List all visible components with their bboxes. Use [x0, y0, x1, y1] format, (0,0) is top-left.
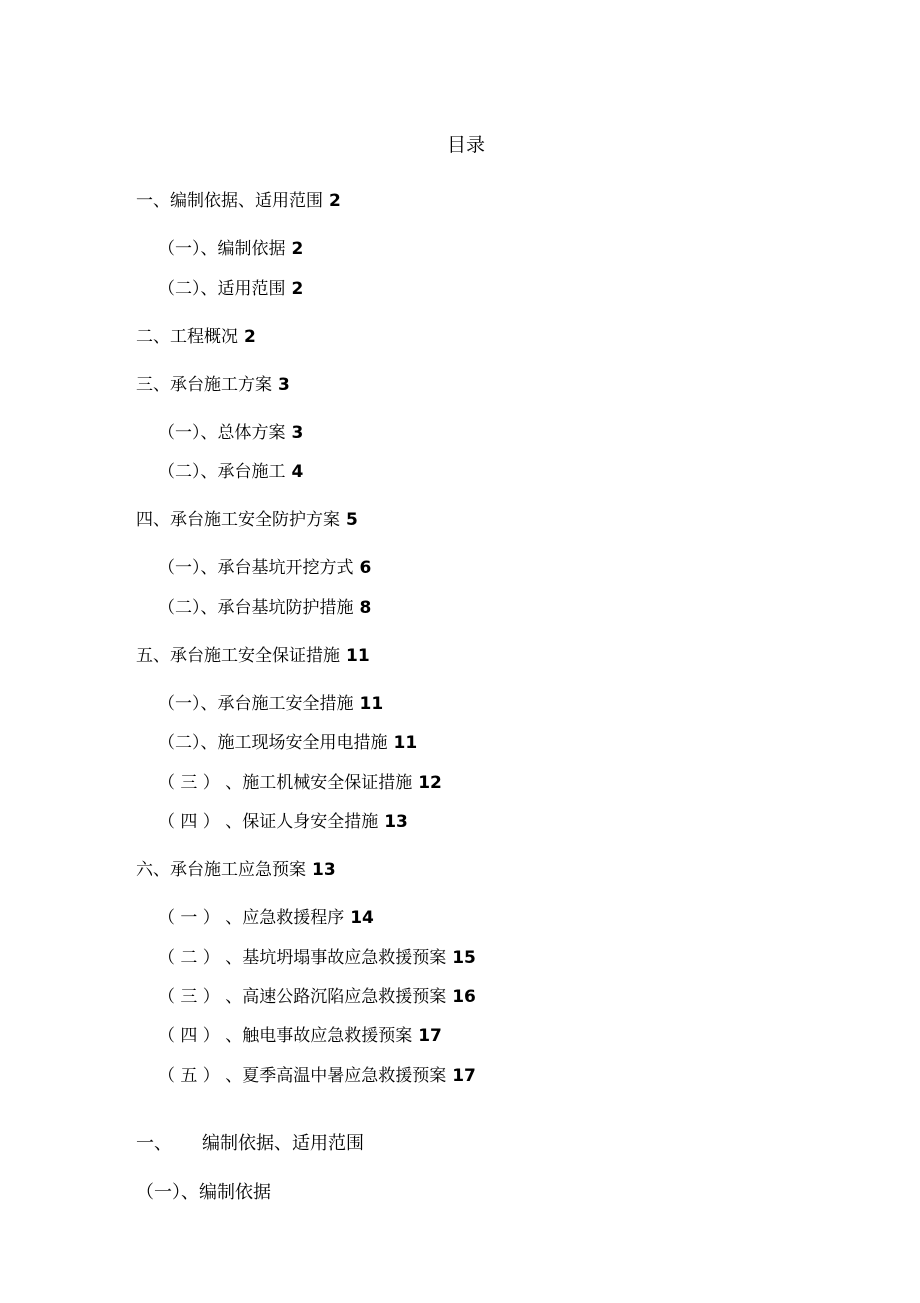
toc-entry-page: 11	[346, 646, 370, 666]
toc-entry[interactable]	[136, 644, 370, 668]
toc-entry-text: （ 四 ） 、保证人身安全措施	[158, 812, 379, 832]
toc-entry-page: 2	[291, 239, 304, 259]
toc-entry-page: 3	[291, 423, 304, 443]
toc-entry-page: 12	[418, 773, 442, 793]
toc-entry-text: （二）、适用范围	[158, 279, 286, 299]
section-title: 编制依据、适用范围	[202, 1133, 364, 1154]
toc-entry[interactable]	[158, 1024, 442, 1048]
toc-entry-page: 11	[393, 733, 418, 753]
toc-entry-page: 11	[359, 694, 384, 714]
toc-entry[interactable]	[158, 556, 371, 580]
toc-entry-page: 17	[418, 1026, 442, 1046]
toc-entry-text: （一）、承台施工安全措施	[158, 694, 354, 714]
toc-entry-text: （ 二 ） 、基坑坍塌事故应急救援预案	[158, 948, 447, 968]
toc-entry[interactable]	[158, 985, 476, 1009]
toc-entry-text: 五、承台施工安全保证措施	[136, 646, 340, 666]
toc-entry-text: （一）、承台基坑开挖方式	[158, 558, 354, 578]
toc-entry-page: 17	[452, 1066, 476, 1086]
section-number: 一、	[136, 1133, 172, 1154]
toc-entry-text: 一、编制依据、适用范围	[136, 191, 323, 211]
toc-entry[interactable]	[158, 692, 383, 716]
toc-entry-page: 3	[278, 375, 290, 395]
toc-entry-page: 15	[452, 948, 476, 968]
toc-entry-text: （一）、总体方案	[158, 423, 286, 443]
toc-entry[interactable]	[136, 858, 336, 882]
toc-entry[interactable]	[158, 1064, 476, 1088]
subsection-heading: （一）、编制依据	[136, 1182, 271, 1203]
toc-entry-text: （ 五 ） 、夏季高温中暑应急救援预案	[158, 1066, 447, 1086]
toc-entry-page: 6	[359, 558, 372, 578]
toc-entry[interactable]	[158, 810, 408, 834]
toc-entry[interactable]	[158, 946, 476, 970]
toc-entry-page: 2	[291, 279, 304, 299]
toc-entry[interactable]	[136, 325, 256, 349]
toc-entry-text: 六、承台施工应急预案	[136, 860, 306, 880]
toc-entry-page: 4	[291, 462, 304, 482]
toc-entry[interactable]	[136, 508, 358, 532]
toc-entry-page: 2	[244, 327, 256, 347]
section-heading-1	[136, 1129, 364, 1155]
toc-entry[interactable]	[158, 731, 417, 755]
toc-entry[interactable]	[136, 373, 290, 397]
toc-entry-text: 四、承台施工安全防护方案	[136, 510, 340, 530]
toc-entry[interactable]	[158, 277, 303, 301]
toc-entry-page: 5	[346, 510, 358, 530]
toc-entry-text: （二）、施工现场安全用电措施	[158, 733, 388, 753]
toc-entry-text: （ 四 ） 、触电事故应急救援预案	[158, 1026, 413, 1046]
toc-entry-text: （一）、编制依据	[158, 239, 286, 259]
toc-entry[interactable]	[158, 596, 371, 620]
toc-entry-page: 13	[384, 812, 408, 832]
toc-title: 目录	[446, 134, 485, 156]
toc-entry[interactable]	[158, 906, 374, 930]
toc-entry[interactable]	[158, 460, 303, 484]
toc-entry[interactable]	[136, 189, 341, 213]
toc-entry[interactable]	[158, 237, 303, 261]
toc-entry-text: （二）、承台施工	[158, 462, 286, 482]
toc-entry-text: （ 一 ） 、应急救援程序	[158, 908, 345, 928]
toc-entry-page: 16	[452, 987, 476, 1007]
toc-entry-page: 2	[329, 191, 341, 211]
toc-entry[interactable]	[158, 771, 442, 795]
toc-entry[interactable]	[158, 421, 303, 445]
toc-entry-text: 二、工程概况	[136, 327, 238, 347]
toc-entry-page: 8	[359, 598, 372, 618]
toc-entry-text: 三、承台施工方案	[136, 375, 272, 395]
toc-entry-page: 14	[350, 908, 374, 928]
toc-entry-page: 13	[312, 860, 336, 880]
toc-entry-text: （二）、承台基坑防护措施	[158, 598, 354, 618]
toc-entry-text: （ 三 ） 、施工机械安全保证措施	[158, 773, 413, 793]
toc-entry-text: （ 三 ） 、高速公路沉陷应急救援预案	[158, 987, 447, 1007]
